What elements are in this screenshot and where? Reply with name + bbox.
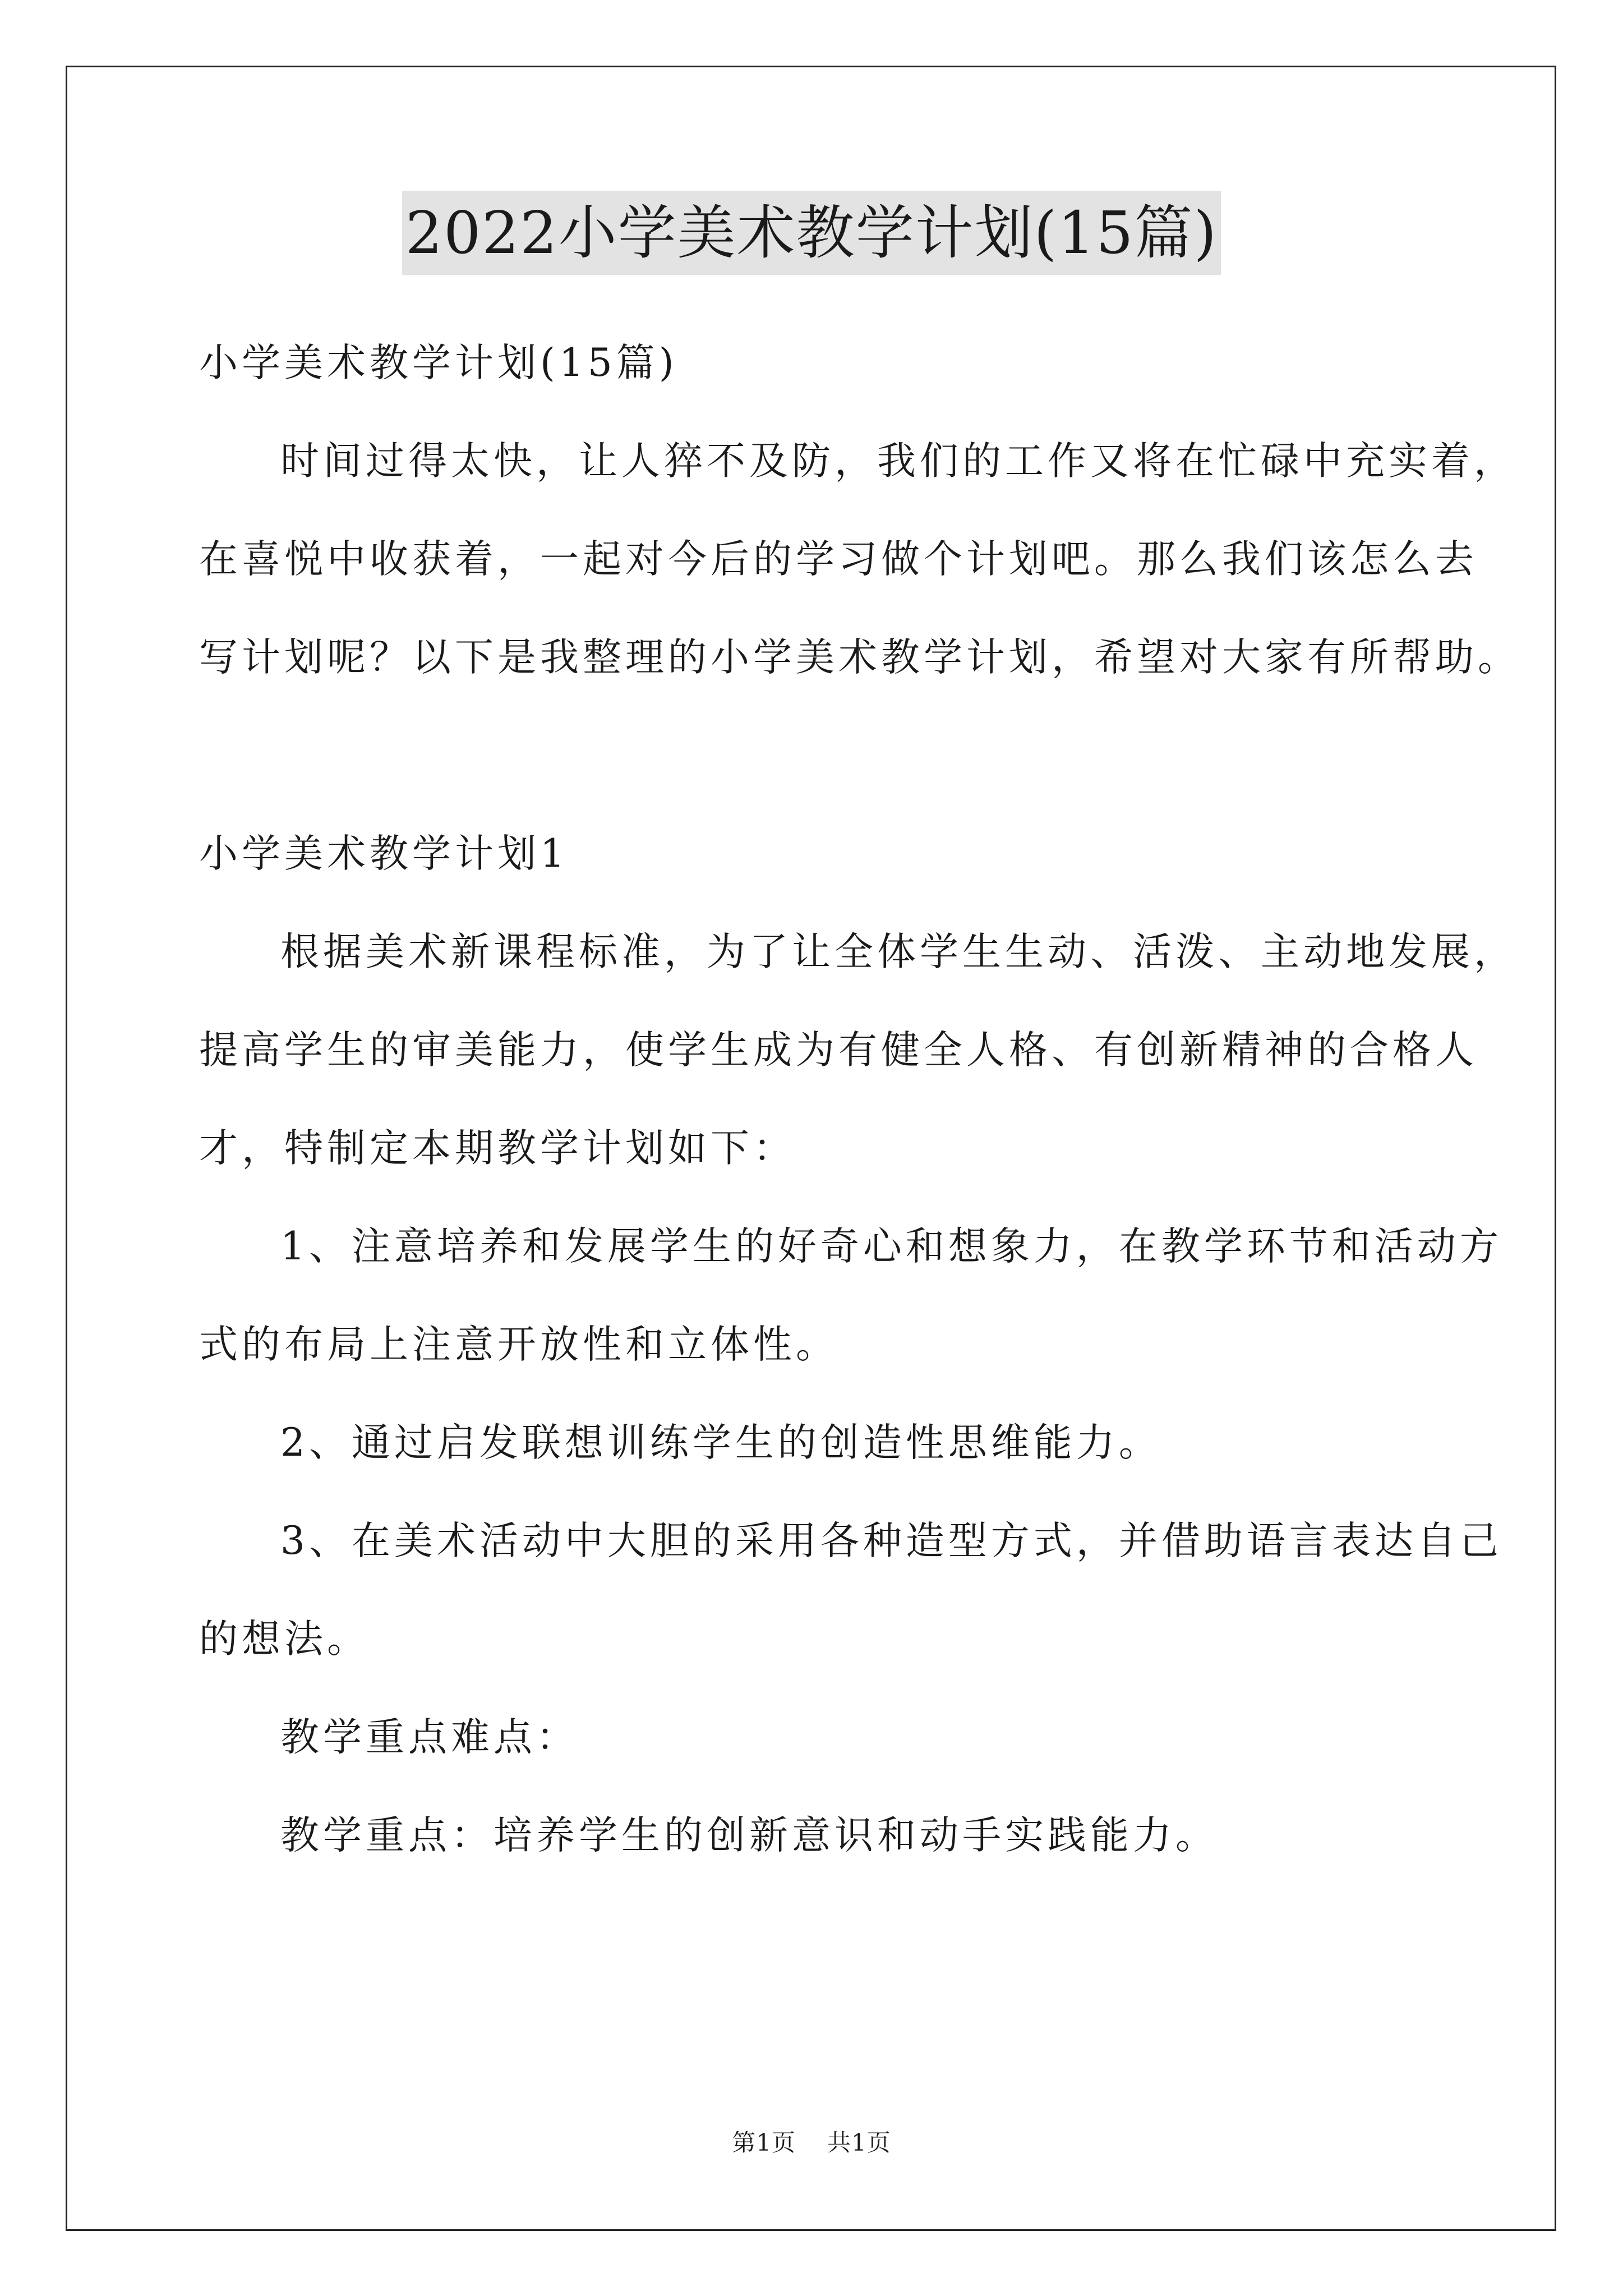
list-item-3-cont: 的想法。 xyxy=(199,1617,370,1662)
section-heading-1: 小学美术教学计划1 xyxy=(199,831,569,876)
title-container xyxy=(0,191,1623,275)
blank-line xyxy=(199,707,1450,805)
document-title: 2022小学美术教学计划(15篇) xyxy=(402,191,1221,275)
list-item-2: 2、通过启发联想训练学生的创造性思维能力。 xyxy=(280,1420,1161,1465)
intro-line-2: 在喜悦中收获着，一起对今后的学习做个计划吧。那么我们该怎么去 xyxy=(199,537,1478,582)
page-total: 共1页 xyxy=(827,2129,891,2156)
list-item-3: 3、在美术活动中大胆的采用各种造型方式，并借助语言表达自己 xyxy=(280,1519,1502,1563)
body-line: 根据美术新课程标准，为了让全体学生生动、活泼、主动地发展， xyxy=(280,930,1516,974)
key-points-line: 教学重点：培养学生的创新意识和动手实践能力。 xyxy=(280,1813,1218,1858)
list-item-1: 1、注意培养和发展学生的好奇心和想象力，在教学环节和活动方 xyxy=(280,1224,1502,1269)
body-line: 提高学生的审美能力，使学生成为有健全人格、有创新精神的合格人 xyxy=(199,1028,1478,1073)
page-number: 第1页 xyxy=(732,2129,796,2156)
page-footer xyxy=(0,2126,1623,2160)
key-points-heading: 教学重点难点： xyxy=(280,1715,579,1760)
subtitle-line: 小学美术教学计划(15篇) xyxy=(199,341,678,385)
intro-line-1: 时间过得太快，让人猝不及防，我们的工作又将在忙碌中充实着， xyxy=(280,439,1516,484)
document-body xyxy=(199,314,1520,1885)
intro-line-3: 写计划呢？以下是我整理的小学美术教学计划，希望对大家有所帮助。 xyxy=(199,635,1520,680)
body-line: 才，特制定本期教学计划如下： xyxy=(199,1126,796,1171)
list-item-1-cont: 式的布局上注意开放性和立体性。 xyxy=(199,1322,838,1367)
